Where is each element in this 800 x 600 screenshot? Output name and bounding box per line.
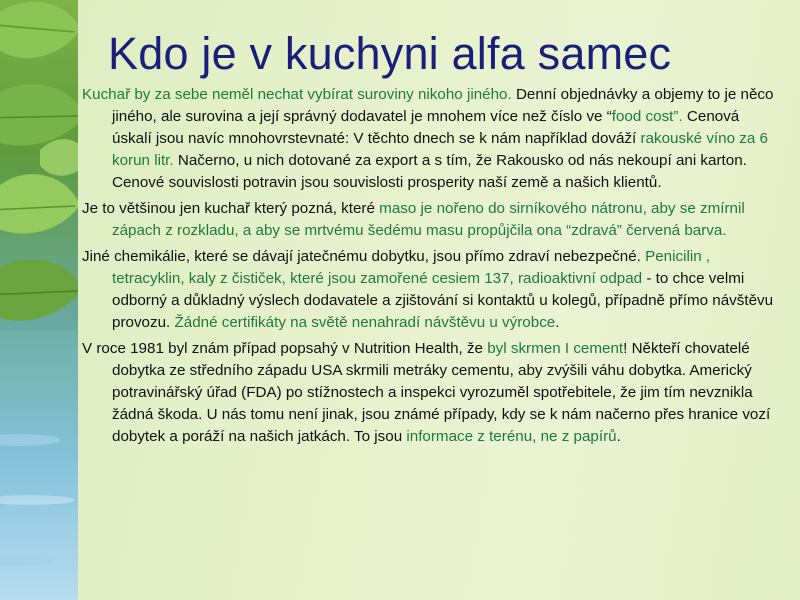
- text-segment: .: [616, 428, 621, 445]
- text-segment: - to chce velmi odborný a důkladný výslech dodavatele a zjištování si kontaktů u kolegů, případně přímo návštěvu provozu.: [112, 270, 774, 331]
- text-segment-highlight: informace z terénu, ne z papírů: [406, 428, 617, 445]
- text-segment-highlight: food cost”.: [611, 108, 683, 125]
- text-segment-highlight: maso je nořeno do sirníkového nátronu, aby se zmírnil zápach z rozkladu, a aby se mrtvému šedému masu propůjčila ona “zdravá” červená barva.: [112, 200, 745, 239]
- leaf-icon: [0, 0, 78, 600]
- text-segment: V roce 1981 byl znám případ popsahý v Nutrition Health, že: [82, 340, 488, 357]
- text-segment: ! Někteří chovatelé dobytka ze středního západu USA skrmili metráky cementu, aby zvýšili váhu dobytka. Americký potravinářský úřad (FDA) po stížnostech a inspekci vyrozuměl spotřebitele, že jim tím nevznikla žádná škoda. U nás tomu není jinak, jsou známé případy, kdy se k nám načerno přes hranice vozí dobytek a poráží na našich jatkách. To jsou: [112, 340, 771, 445]
- text-segment-highlight: Žádné certifikáty na světě nenahradí návštěvu u výrobce: [174, 314, 556, 331]
- text-segment: Denní objednávky a objemy to je něco jiného, ale surovina a její správný dodavatel je mnohem více než číslo ve “: [112, 86, 774, 125]
- paragraph: [82, 198, 782, 242]
- leaf-water-decoration: [0, 0, 78, 600]
- slide-title: Kdo je v kuchyni alfa samec: [108, 28, 672, 79]
- text-segment: Cenová úskalí jsou navíc mnohovrstevnaté: V těchto dnech se k nám například dováží: [112, 108, 740, 147]
- text-segment-highlight: Kuchař by za sebe neměl nechat vybírat suroviny nikoho jiného.: [82, 86, 512, 103]
- text-segment-highlight: rakouské víno za 6 korun litr.: [112, 130, 768, 169]
- paragraph: [82, 84, 782, 194]
- text-segment: Je to většinou jen kuchař který pozná, které: [82, 200, 380, 217]
- text-segment: .: [555, 314, 560, 331]
- text-segment-highlight: byl skrmen I cement: [487, 340, 624, 357]
- slide-body: [82, 84, 782, 452]
- paragraph: [82, 246, 782, 334]
- text-segment: Načerno, u nich dotované za export a s tím, že Rakousko od nás nekoupí ani karton. Cenové souvislosti potravin jsou souvislosti prosperity naší země a našich klientů.: [112, 152, 747, 191]
- paragraph: [82, 338, 782, 448]
- text-segment-highlight: Penicilin , tetracyklin, kaly z čističek, které jsou zamořené cesiem 137, radioaktivní odpad: [112, 248, 711, 287]
- text-segment: Jiné chemikálie, které se dávají jatečnému dobytku, jsou přímo zdraví nebezpečné.: [82, 248, 646, 265]
